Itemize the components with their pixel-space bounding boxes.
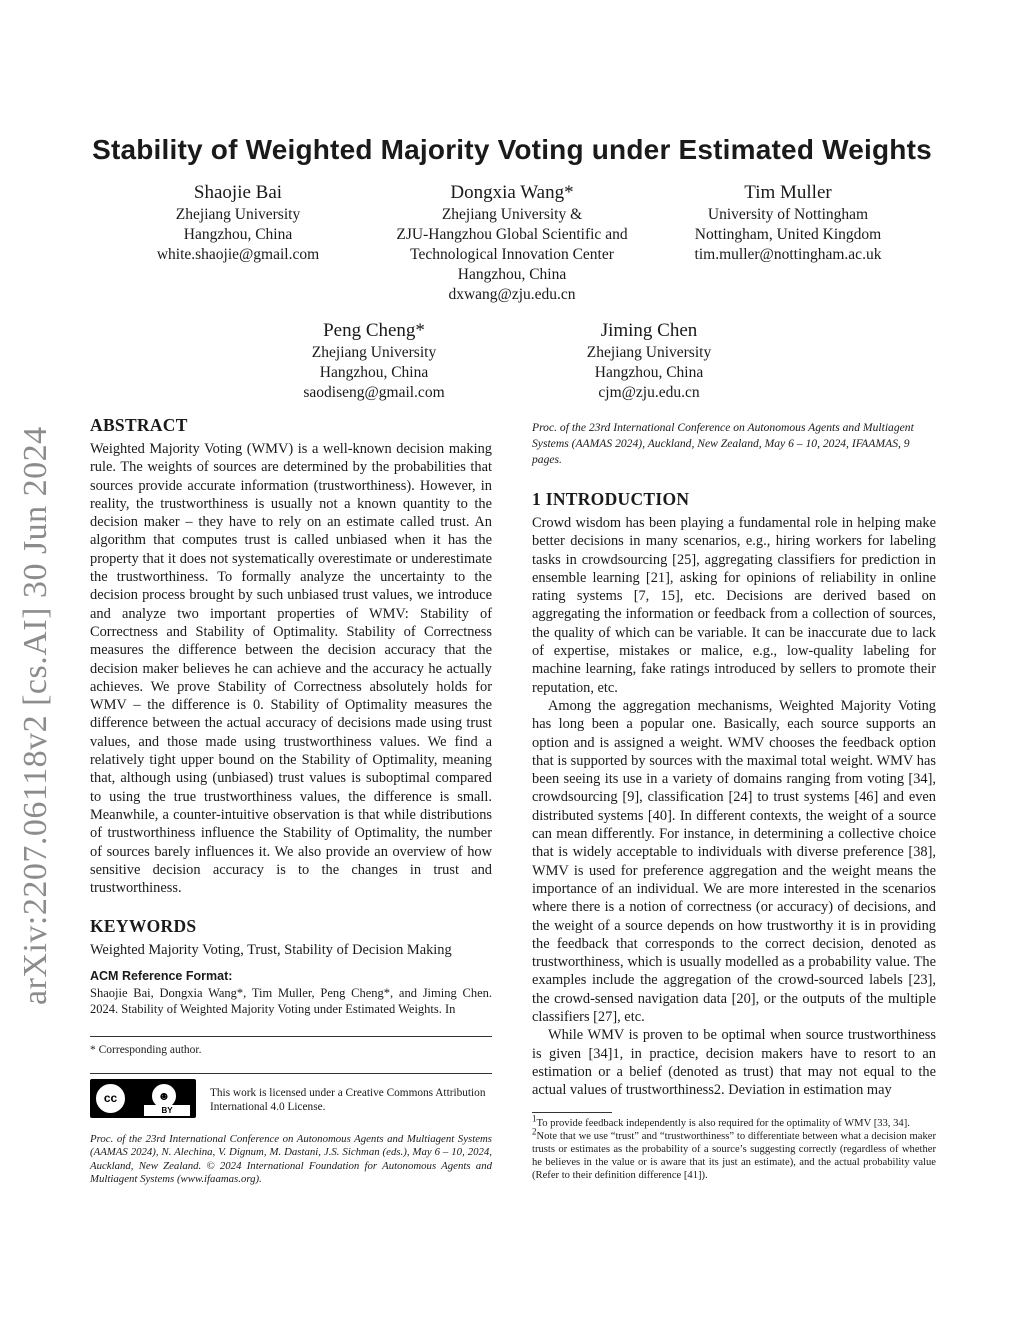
- person-icon: ☻: [150, 1082, 178, 1110]
- acm-ref-text: Shaojie Bai, Dongxia Wang*, Tim Muller, Peng Cheng*, and Jiming Chen. 2024. Stability of Weighted Majority Voting under Estimated Weights. In: [90, 986, 492, 1016]
- author-block: [264, 320, 484, 403]
- footnote-1: $^1$To provide feedback independently is also required for the optimality of WMV [33, 34].: [532, 1113, 910, 1129]
- footnote-divider: [532, 1112, 612, 1113]
- corresponding-author-note: * Corresponding author.: [90, 1044, 202, 1056]
- author-affiliation: Zhejiang University: [311, 344, 437, 361]
- footnote-text: Note that we use “trust” and “trustworthiness” to differentiate between what a decision maker trusts or estimates as the probability of a source’s suggesting correctly (regardless of whether he believes in the value or is aware that its just an estimate), and the actual probability value (Refer to their definition difference [41]).: [532, 1131, 936, 1181]
- cc-by-license-badge: [90, 1079, 196, 1118]
- author-email: cjm@zju.edu.cn: [598, 384, 700, 401]
- footnote-text: To provide feedback independently is also required for the optimality of WMV [33, 34].: [536, 1118, 910, 1129]
- author-name: Shaojie Bai: [193, 182, 283, 203]
- keywords-text: Weighted Majority Voting, Trust, Stability of Decision Making: [90, 942, 452, 958]
- author-location: Hangzhou, China: [457, 266, 567, 283]
- author-location: Nottingham, United Kingdom: [694, 226, 882, 243]
- author-name: Jiming Chen: [600, 320, 698, 341]
- license-text: This work is licensed under a Creative Commons Attribution International 4.0 License.: [210, 1087, 486, 1113]
- author-email: dxwang@zju.edu.cn: [448, 286, 576, 303]
- divider: [90, 1073, 492, 1074]
- abstract-heading: ABSTRACT: [90, 415, 188, 435]
- author-affiliation: Zhejiang University: [586, 344, 712, 361]
- by-label: BY: [144, 1105, 190, 1116]
- author-email: white.shaojie@gmail.com: [156, 246, 320, 263]
- author-block: [128, 182, 348, 265]
- author-name: Tim Muller: [744, 182, 832, 203]
- cc-icon: cc: [94, 1082, 127, 1115]
- author-affiliation: University of Nottingham: [707, 206, 869, 223]
- proceedings-footer: Proc. of the 23rd International Conference on Autonomous Agents and Multiagent Systems (AAMAS 2024), N. Alechina, V. Dignum, M. Dastani, J.S. Sichman (eds.), May 6 – 10, 2024, Auckland, New Zealand. © 2024 International Foundation for Autonomous Agents and Multiagent Systems (www.ifaamas.org).: [90, 1133, 492, 1186]
- author-affiliation: Technological Innovation Center: [410, 246, 614, 263]
- author-location: Hangzhou, China: [319, 364, 429, 381]
- author-block: [539, 320, 759, 403]
- author-email: tim.muller@nottingham.ac.uk: [694, 246, 882, 263]
- author-block: [372, 182, 652, 305]
- author-affiliation: ZJU-Hangzhou Global Scientific and: [396, 226, 628, 243]
- abstract-body: Weighted Majority Voting (WMV) is a well-known decision making rule. The weights of sources are determined by the probabilities that sources provide accurate information (trustworthiness). However, in reality, the trustworthiness is usually not a known quantity to the decision maker – they have to rely on an estimate called trust. An algorithm that computes trust is called unbiased when it has the property that it does not systematically overestimate or underestimate the trustworthiness. To formally analyze the uncertainty to the decision process brought by such unbiased trust values, we introduce and analyze two important properties of WMV: Stability of Correctness and Stability of Optimality. Stability of Correctness measures the difference between the decision accuracy that the decision maker believes he can achieve and the accuracy he actually achieves. We prove Stability of Correctness absolutely holds for WMV – the difference is 0. Stability of Optimality measures the difference between the actual accuracy of decisions made using trust values, and those made using trustworthiness values. We find a relatively tight upper bound on the Stability of Optimality, meaning that, although using (unbiased) trust values is suboptimal compared to using the true trustworthiness values, the difference is small. Meanwhile, a counter-intuitive observation is that while distributions of trustworthiness influence the Stability of Optimality, the number of sources barely influences it. We also provide an overview of how sensitive decision accuracy is to the changes in trust and trustworthiness.: [90, 441, 492, 897]
- keywords-heading: KEYWORDS: [90, 916, 197, 936]
- author-email: saodiseng@gmail.com: [303, 384, 445, 401]
- author-name: Dongxia Wang*: [450, 182, 574, 203]
- footnotes: [532, 1113, 936, 1182]
- intro-heading: 1 INTRODUCTION: [532, 489, 690, 509]
- arxiv-identifier: arXiv:2207.06118v2 [cs.AI] 30 Jun 2024: [17, 426, 54, 1005]
- intro-paragraph: Among the aggregation mechanisms, Weighted Majority Voting has long been a popular one. Basically, each source supports an option and is assigned a weight. WMV chooses the feedback option that is supported by sources with the maximal total weight. WMV has been seeing its use in a variety of domains ranging from voting [34], crowdsourcing [9], classification [24] to trust systems [46] and even distributed systems [40]. In different contexts, the weight of a source can mean differently. For instance, in determining a collective choice that is widely acceptable to individuals with diverse preference [38], WMV is used for preference aggregation and the weight means the importance of an individual. We are more interested in the scenarios where there is a notion of correctness (or accuracy) of decisions, and the weight of a source depends on how trustworthy it is in providing the feedback that corresponds to the correct decision, denoted as trustworthiness, which is usually modelled as a probability value. The examples include the aggregation of the crowd-sourced labels [23], the crowd-sensed navigation data [20], or the outputs of the multiple classifiers [27], etc.: [532, 697, 936, 1026]
- author-affiliation: Zhejiang University &: [441, 206, 583, 223]
- proceedings-note: Proc. of the 23rd International Conference on Autonomous Agents and Multiagent Systems (AAMAS 2024), Auckland, New Zealand, May 6 – 10, 2024, IFAAMAS, 9 pages.: [532, 421, 914, 466]
- intro-paragraph: Crowd wisdom has been playing a fundamental role in helping make better decisions in many scenarios, e.g., hiring workers for labeling tasks in crowdsourcing [25], aggregating classifiers for prediction in ensemble learning [21], asking for opinions of reliability in online rating systems [7, 15], etc. Decisions are derived based on aggregating the information or feedback from a collection of sources, the quality of which can be variable. It can be inaccurate due to lack of expertise, mistakes or malice, e.g., low-quality labeling for machine learning, fake ratings introduced by sellers to promote their reputation, etc.: [532, 515, 936, 696]
- intro-body: [532, 514, 936, 1100]
- author-location: Hangzhou, China: [594, 364, 704, 381]
- acm-ref-heading: ACM Reference Format:: [90, 969, 233, 983]
- author-affiliation: Zhejiang University: [175, 206, 301, 223]
- intro-paragraph: While WMV is proven to be optimal when source trustworthiness is given [34]1, in practice, decision makers have to resort to an estimation or a belief (denoted as trust) that may not equal to the actual values of trustworthiness2. Deviation in estimation may: [532, 1027, 936, 1099]
- author-location: Hangzhou, China: [183, 226, 293, 243]
- author-name: Peng Cheng*: [323, 320, 425, 341]
- author-block: [668, 182, 908, 265]
- paper-title: Stability of Weighted Majority Voting under Estimated Weights: [92, 134, 932, 165]
- footnote-2: $^2$Note that we use “trust” and “trustworthiness” to differentiate between what a decision maker trusts or estimates as the probability of a source’s suggesting correctly (regardless of whether he believes in the value or is aware that its just an estimate), and the actual probability value (Refer to their definition difference [41]).: [532, 1126, 936, 1181]
- divider: [90, 1036, 492, 1037]
